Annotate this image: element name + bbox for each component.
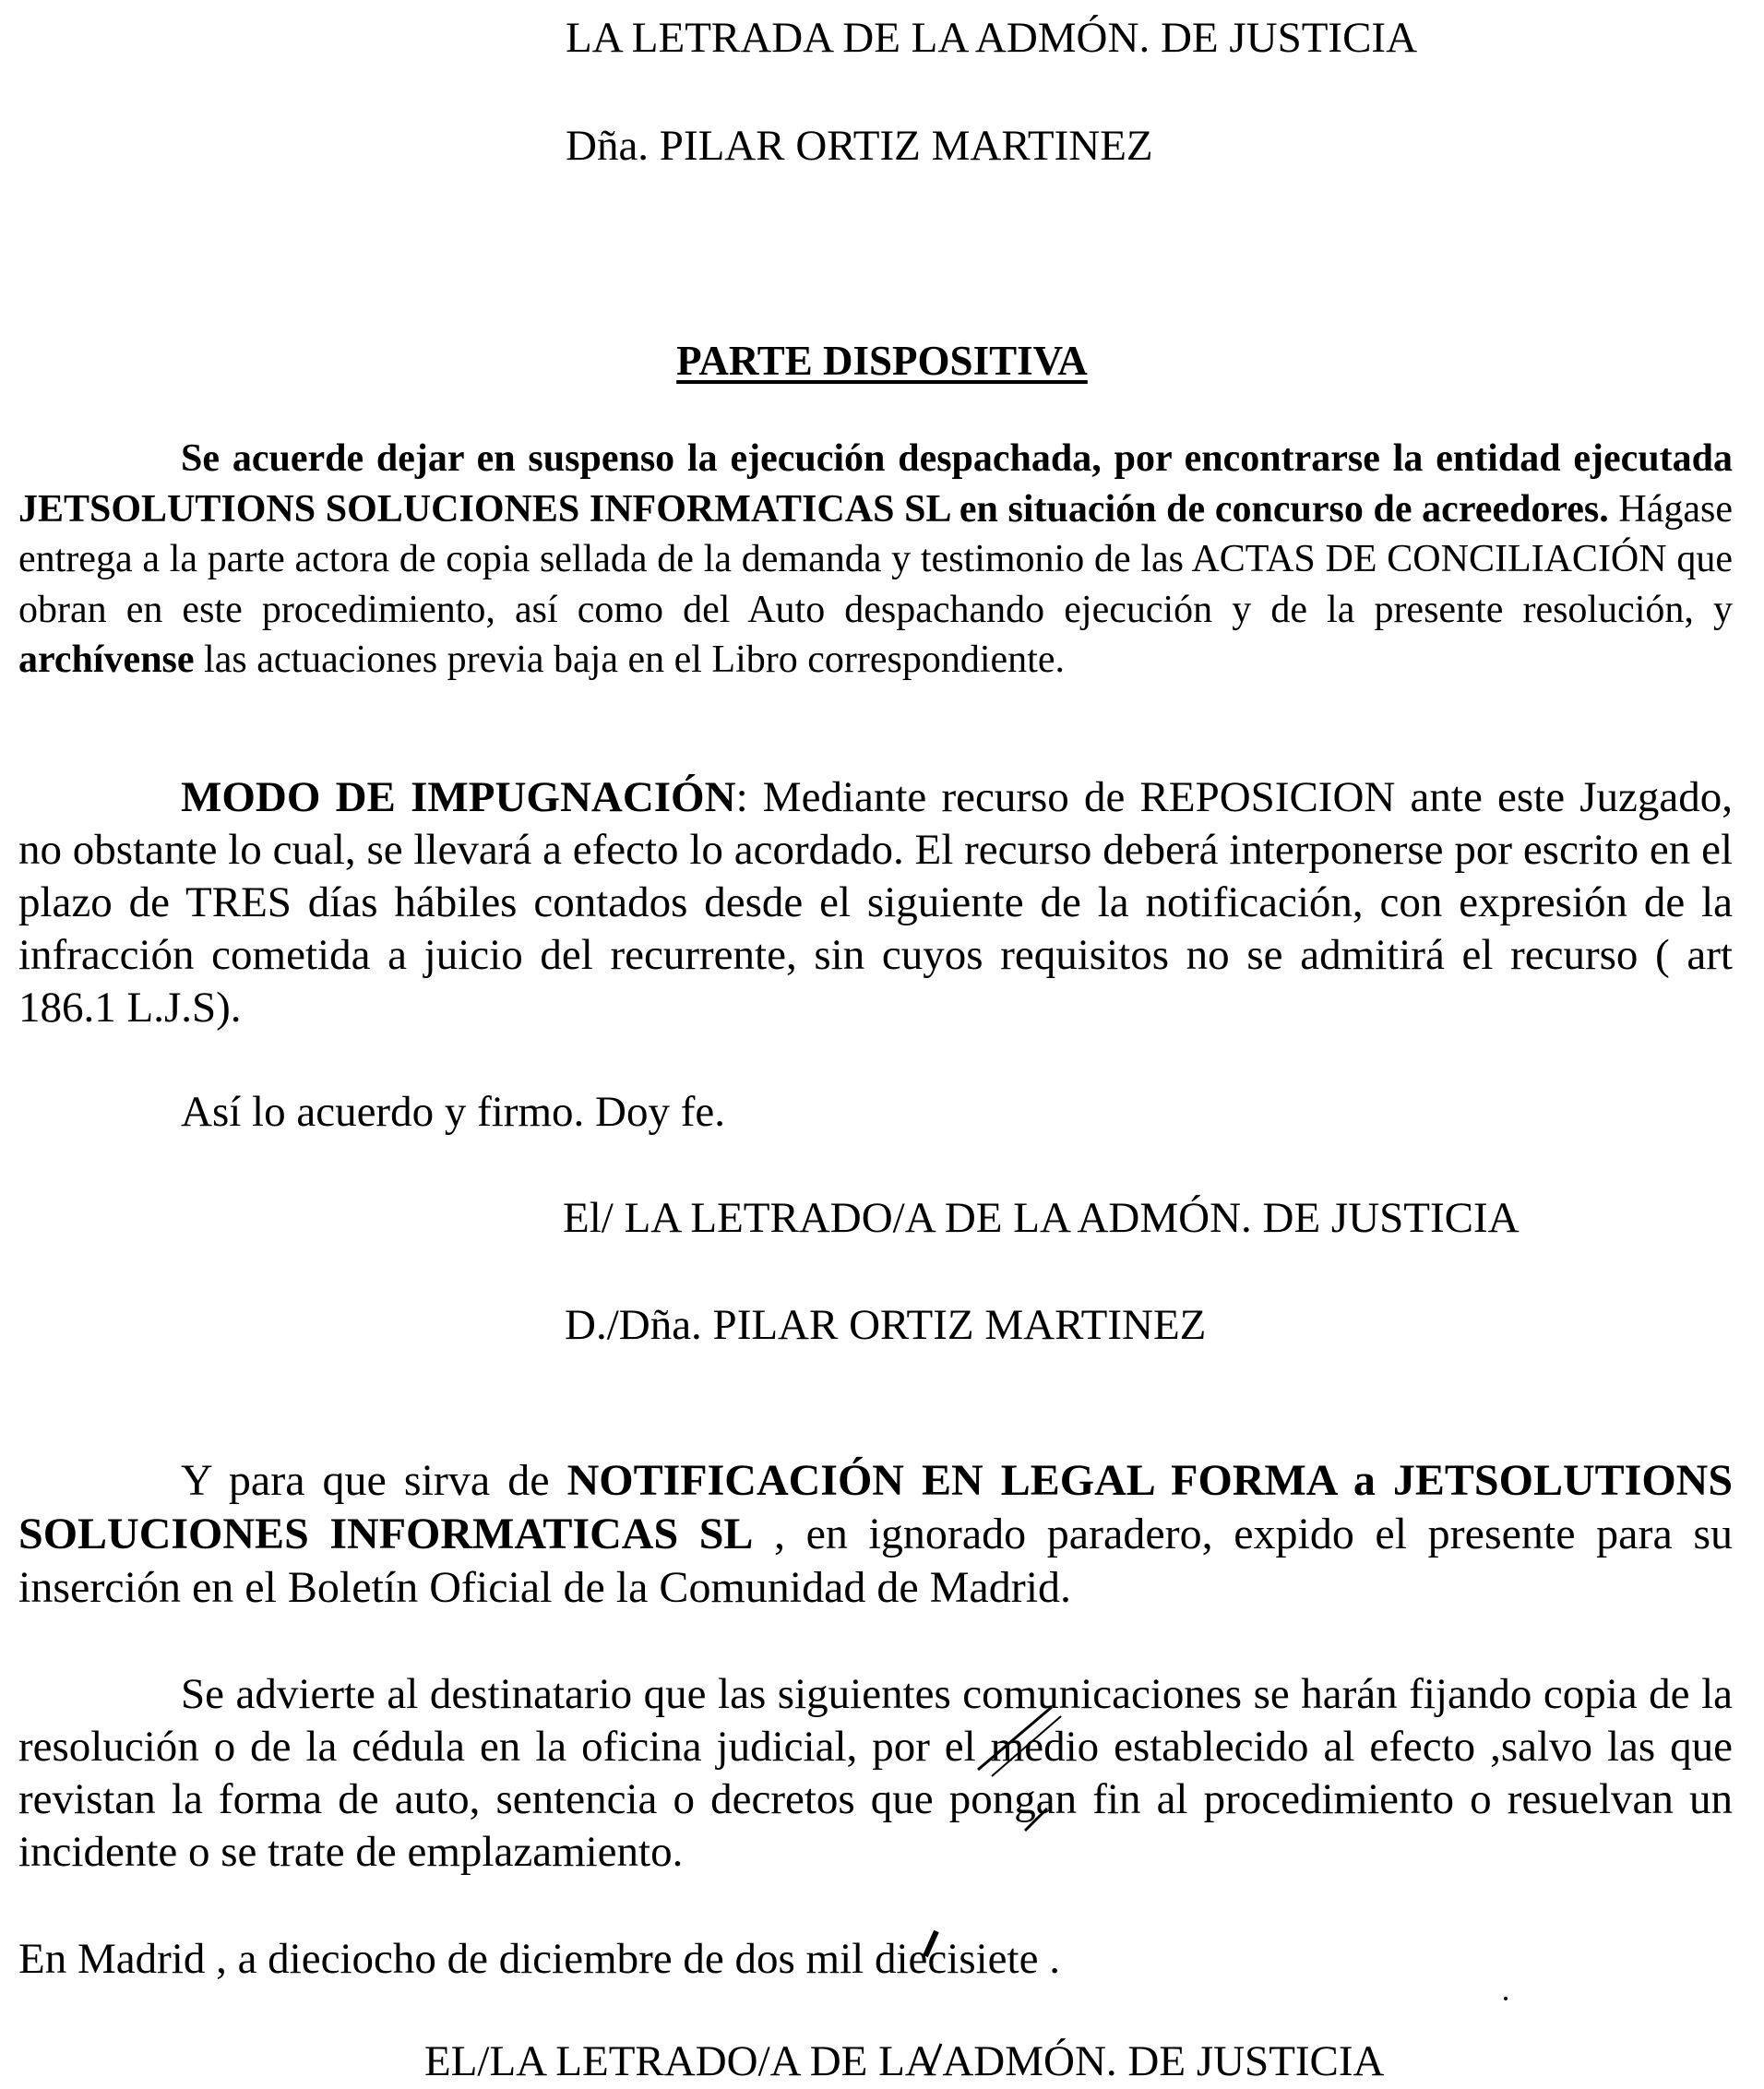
dispositive-bold-word: archívense [18, 639, 195, 681]
dispositive-text-1: Hágase entrega a la parte actora de copia sellada de la demanda y testimonio de las ACTAS DE CONCILIACIÓN que obran en este procedimiento, así como del Auto despachando ejecución y de la presente resolución, y [18, 487, 1733, 631]
warning-text: Se advierte al destinatario que las siguientes comunicaciones se harán fijando copia de la resolución o de la cédula en la oficina judicial, por el medio establecido al efecto ,salvo las que revistan la forma de auto, sentencia o decretos que pongan fin al procedimiento o resuelvan un incidente o se trate de emplazamiento. [18, 1670, 1733, 1876]
header-title: LA LETRADA DE LA ADMÓN. DE JUSTICIA [566, 14, 1418, 62]
notification-text-1: Y para que sirva de [181, 1456, 567, 1505]
signature-2-title: EL/LA LETRADO/A DE LA ADMÓN. DE JUSTICIA [424, 2037, 1385, 2085]
impugnation-text: : Mediante recurso de REPOSICION ante este Juzgado, no obstante lo cual, se llevará a efecto lo acordado. El recurso deberá interponerse por escrito en el plazo de TRES días hábiles contados desde el siguiente de la notificación, con expresión de la infracción cometida a juicio del recurrente, sin cuyos requisitos no se admitirá el recurso ( art 186.1 L.J.S). [18, 773, 1733, 1032]
signature-1-title: El/ LA LETRADO/A DE LA ADMÓN. DE JUSTICIA [563, 1194, 1520, 1242]
dispositive-bold-intro: Se acuerde dejar en suspenso la ejecución despachada, por encontrarse la entidad ejecutada JETSOLUTIONS SOLUCIONES INFORMATICAS SL en situación de concurso de acreedores. [18, 437, 1733, 531]
closing-formula: Así lo acuerdo y firmo. Doy fe. [181, 1088, 725, 1136]
header-name: Dña. PILAR ORTIZ MARTINEZ [566, 122, 1153, 170]
date-line: En Madrid , a dieciocho de diciembre de dos mil diecisiete . [18, 1935, 1060, 1983]
notification-text-2: , en ignorado paradero, expido el presente para su inserción en el Boletín Oficial de la Comunidad de Madrid. [18, 1510, 1734, 1612]
notification-bold: NOTIFICACIÓN EN LEGAL FORMA a JETSOLUTIONS SOLUCIONES INFORMATICAS SL [18, 1456, 1734, 1558]
impugnation-label: MODO DE IMPUGNACIÓN [181, 773, 736, 821]
section-heading: PARTE DISPOSITIVA [676, 338, 1088, 384]
dispositive-text-2: las actuaciones previa baja en el Libro correspondiente. [194, 639, 1065, 681]
signature-1-name: D./Dña. PILAR ORTIZ MARTINEZ [565, 1301, 1207, 1349]
